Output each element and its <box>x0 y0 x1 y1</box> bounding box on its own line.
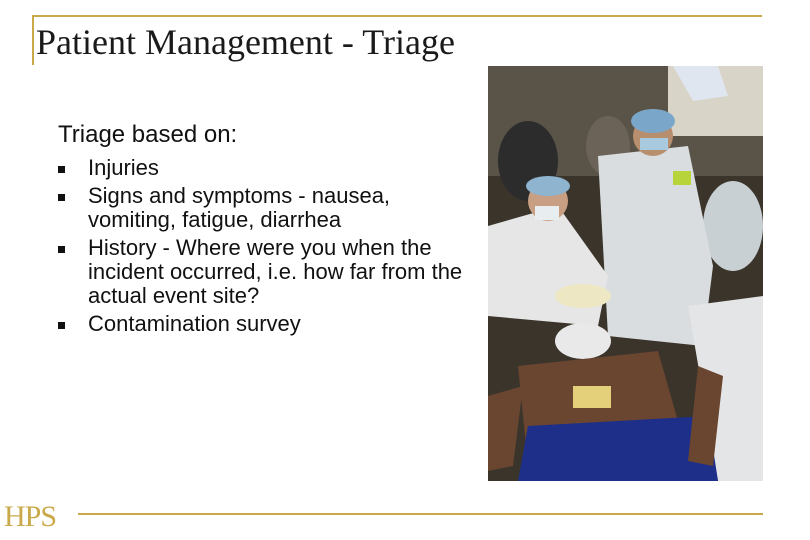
bullet-list <box>58 156 478 340</box>
square-bullet-icon <box>58 322 65 329</box>
triage-photo <box>488 66 763 481</box>
bullet-text: Injuries <box>88 155 159 180</box>
bullet-item <box>58 184 478 232</box>
bullet-item <box>58 236 478 308</box>
slide-subtitle: Triage based on: <box>58 121 238 148</box>
slide-title: Patient Management - Triage <box>36 22 455 62</box>
square-bullet-icon <box>58 166 65 173</box>
bullet-text: History - Where were you when the incident occurred, i.e. how far from the actual event site? <box>88 235 463 308</box>
footer-rule <box>78 513 763 515</box>
bullet-item <box>58 156 478 180</box>
title-accent-vertical-rule <box>32 15 34 65</box>
square-bullet-icon <box>58 194 65 201</box>
bullet-text: Contamination survey <box>88 311 301 336</box>
triage-photo-illustration <box>488 66 763 481</box>
bullet-text: Signs and symptoms - nausea, vomiting, fatigue, diarrhea <box>88 183 391 232</box>
hps-logo: HPS <box>4 500 57 533</box>
bullet-item <box>58 312 478 336</box>
square-bullet-icon <box>58 246 65 253</box>
title-accent-horizontal-rule <box>32 15 762 17</box>
